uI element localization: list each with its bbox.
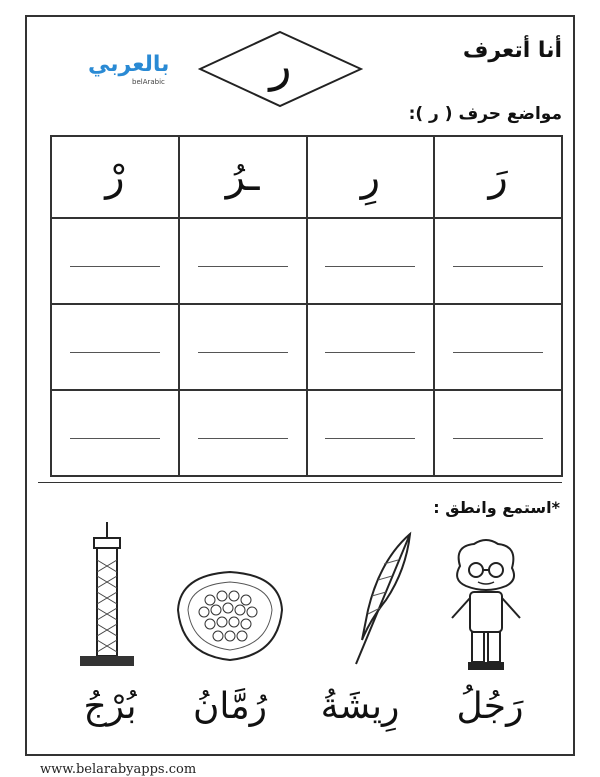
writing-cell[interactable]	[51, 218, 179, 304]
writing-cell[interactable]	[307, 218, 435, 304]
writing-line	[453, 438, 543, 439]
writing-line	[70, 352, 160, 353]
writing-line	[198, 266, 288, 267]
writing-line	[453, 266, 543, 267]
writing-line	[70, 438, 160, 439]
boy-icon	[440, 536, 530, 674]
writing-line	[453, 352, 543, 353]
feather-icon	[340, 530, 420, 670]
writing-cell[interactable]	[434, 218, 562, 304]
table-row	[51, 390, 562, 476]
table-header-row	[51, 136, 562, 218]
header-cell: رَ	[434, 136, 562, 218]
header-cell: رْ	[51, 136, 179, 218]
footer-url[interactable]: www.belarabyapps.com	[40, 762, 197, 777]
word-man: رَجُلُ	[456, 686, 524, 727]
listen-label: *استمع وانطق :	[433, 498, 560, 517]
letter-positions-table	[50, 135, 563, 477]
writing-cell[interactable]	[51, 390, 179, 476]
word-pomegranate: رُمَّانُ	[192, 686, 268, 727]
writing-cell[interactable]	[307, 390, 435, 476]
brand-logo	[88, 52, 172, 92]
pomegranate-icon	[170, 560, 290, 670]
logo-text: بالعربي	[88, 52, 170, 77]
table-row	[51, 218, 562, 304]
writing-cell[interactable]	[434, 390, 562, 476]
writing-cell[interactable]	[434, 304, 562, 390]
tower-icon	[72, 520, 142, 670]
word-tower: بُرْجُ	[83, 686, 137, 727]
writing-cell[interactable]	[51, 304, 179, 390]
writing-cell[interactable]	[307, 304, 435, 390]
writing-line	[325, 438, 415, 439]
writing-cell[interactable]	[179, 218, 307, 304]
writing-line	[198, 438, 288, 439]
header-cell: رِ	[307, 136, 435, 218]
writing-line	[198, 352, 288, 353]
writing-line	[325, 266, 415, 267]
page-title: أنا أتعرف	[462, 38, 562, 63]
writing-line	[70, 266, 160, 267]
positions-label: مواضع حرف ( ر ):	[408, 104, 562, 124]
featured-letter: ر	[269, 38, 292, 92]
writing-line	[325, 352, 415, 353]
writing-cell[interactable]	[179, 390, 307, 476]
writing-cell[interactable]	[179, 304, 307, 390]
table-row	[51, 304, 562, 390]
header-cell: ـرُ	[179, 136, 307, 218]
logo-subtext: belArabic	[132, 78, 165, 86]
section-divider	[38, 482, 562, 483]
word-feather: رِيشَةُ	[320, 686, 400, 727]
